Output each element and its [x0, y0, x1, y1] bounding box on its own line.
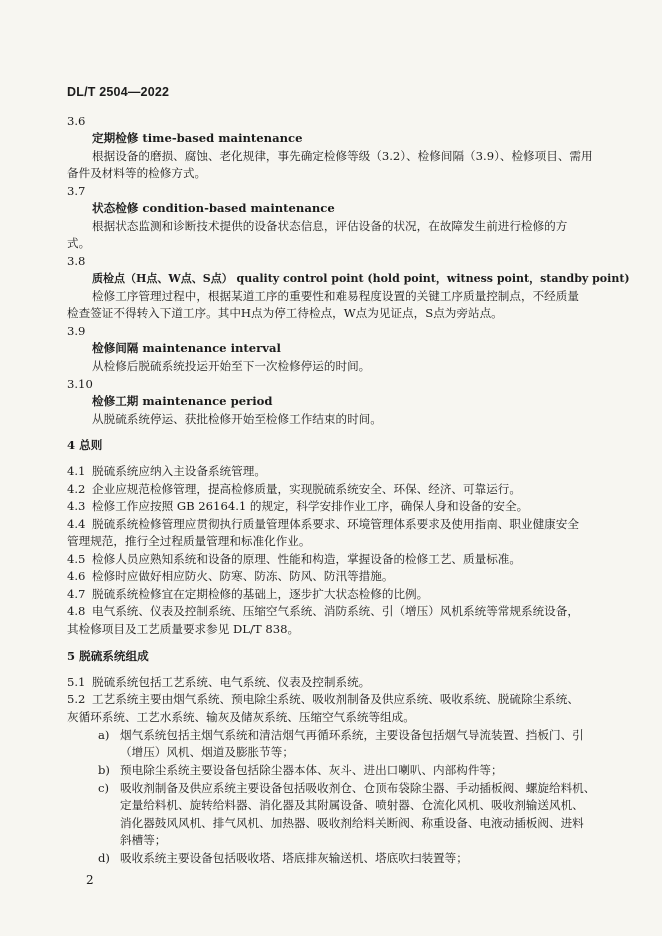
clause-number: 4.8	[67, 604, 86, 618]
list-item	[98, 727, 584, 744]
list-item-label: a)	[98, 728, 110, 742]
list-item-text: （增压）风机、烟道及膨胀节等；	[120, 745, 294, 759]
list-item-label: d)	[98, 851, 110, 865]
clause-text: 脱硫系统检修管理应贯彻执行质量管理体系要求、环境管理体系要求及使用指南、职业健康安全	[92, 517, 579, 531]
clause-text: 灰循环系统、工艺水系统、输灰及储灰系统、压缩空气系统等组成。	[67, 710, 415, 724]
list-item-text: 预电除尘系统主要设备包括除尘器本体、灰斗、进出口喇叭、内部构件等；	[120, 763, 503, 777]
clause-text: 电气系统、仪表及控制系统、压缩空气系统、消防系统、引（增压）风机系统等常规系统设备，	[92, 604, 579, 618]
list-item-text: 烟气系统包括主烟气系统和清洁烟气再循环系统，主要设备包括烟气导流装置、挡板门、引	[120, 728, 584, 742]
term-definition: 根据状态监测和诊断技术提供的设备状态信息，评估设备的状况，在故障发生前进行检修的方	[92, 219, 568, 233]
clause-text: 检修人员应熟知系统和设备的原理、性能和构造，掌握设备的检修工艺、质量标准。	[92, 552, 521, 566]
section-heading: 4 总则	[67, 438, 103, 452]
clause	[67, 516, 579, 533]
term-number: 3.6	[67, 114, 86, 128]
term-title: 定期检修 time-based maintenance	[92, 131, 303, 145]
clause-number: 4.2	[67, 482, 86, 496]
clause	[67, 568, 393, 585]
term-number: 3.9	[67, 324, 86, 338]
list-item	[98, 850, 468, 867]
clause	[67, 603, 579, 620]
clause-number: 5.1	[67, 675, 86, 689]
list-item-text: 定量给料机、旋转给料器、消化器及其附属设备、喷射器、仓流化风机、吸收剂输送风机、	[120, 798, 584, 812]
list-item-text: 消化器鼓风风机、排气风机、加热器、吸收剂给料关断阀、称重设备、电液动插板阀、进料	[120, 816, 584, 830]
clause-number: 4.4	[67, 517, 86, 531]
list-item-label: b)	[98, 763, 110, 777]
term-title: 状态检修 condition-based maintenance	[92, 201, 335, 215]
clause-text: 企业应规范检修管理，提高检修质量，实现脱硫系统安全、环保、经济、可靠运行。	[92, 482, 521, 496]
clause	[67, 498, 528, 515]
clause	[67, 691, 579, 708]
section-heading: 5 脱硫系统组成	[67, 649, 149, 663]
term-definition: 检修工序管理过程中，根据某道工序的重要性和难易程度设置的关键工序质量控制点，不经质量	[92, 289, 579, 303]
list-item-text: 吸收剂制备及供应系统主要设备包括吸收剂仓、仓顶布袋除尘器、手动插板阀、螺旋给料机、	[120, 781, 596, 795]
list-item-text: 斜槽等；	[120, 833, 167, 847]
clause	[67, 463, 266, 480]
term-definition: 式。	[67, 236, 91, 250]
clause-number: 4.6	[67, 569, 86, 583]
term-definition: 从检修后脱硫系统投运开始至下一次检修停运的时间。	[92, 359, 371, 373]
clause	[67, 586, 428, 603]
clause-text: 脱硫系统应纳入主设备系统管理。	[92, 464, 266, 478]
clause-number: 4.5	[67, 552, 86, 566]
clause-text: 脱硫系统检修宜在定期检修的基础上，逐步扩大状态检修的比例。	[92, 587, 429, 601]
clause-text: 检修工作应按照 GB 26164.1 的规定，科学安排作业工序，确保人身和设备的安全。	[92, 499, 529, 513]
term-definition: 检查签证不得转入下道工序。其中H点为停工待检点，W点为见证点，S点为旁站点。	[67, 306, 503, 320]
term-title: 质检点（H点、W点、S点） quality control point (hold point，witness point，standby point)	[92, 272, 630, 285]
clause-text: 工艺系统主要由烟气系统、预电除尘系统、吸收剂制备及供应系统、吸收系统、脱硫除尘系统、	[92, 692, 579, 706]
list-item-label: c)	[98, 781, 110, 795]
term-definition: 备件及材料等的检修方式。	[67, 166, 207, 180]
clause-text: 脱硫系统包括工艺系统、电气系统、仪表及控制系统。	[92, 675, 371, 689]
term-definition: 从脱硫系统停运、获批检修开始至检修工作结束的时间。	[92, 412, 382, 426]
clause-number: 4.3	[67, 499, 86, 513]
document-header: DL/T 2504—2022	[67, 85, 170, 99]
term-number: 3.10	[67, 377, 93, 391]
term-definition: 根据设备的磨损、腐蚀、老化规律，事先确定检修等级（3.2）、检修间隔（3.9）、检修项目、需用	[92, 149, 593, 163]
list-item	[98, 780, 595, 797]
clause-text: 其检修项目及工艺质量要求参见 DL/T 838。	[67, 622, 300, 636]
clause-text: 管理规范，推行全过程质量管理和标准化作业。	[67, 534, 311, 548]
list-item	[98, 762, 503, 779]
term-title: 检修间隔 maintenance interval	[92, 341, 281, 355]
page-number: 2	[86, 873, 94, 887]
clause-number: 4.1	[67, 464, 86, 478]
clause	[67, 481, 521, 498]
term-number: 3.7	[67, 184, 86, 198]
list-item-text: 吸收系统主要设备包括吸收塔、塔底排灰输送机、塔底吹扫装置等；	[120, 851, 468, 865]
clause-number: 5.2	[67, 692, 86, 706]
clause	[67, 674, 370, 691]
clause	[67, 551, 521, 568]
term-title: 检修工期 maintenance period	[92, 394, 273, 408]
term-number: 3.8	[67, 254, 86, 268]
clause-text: 检修时应做好相应防火、防寒、防冻、防风、防汛等措施。	[92, 569, 394, 583]
clause-number: 4.7	[67, 587, 86, 601]
